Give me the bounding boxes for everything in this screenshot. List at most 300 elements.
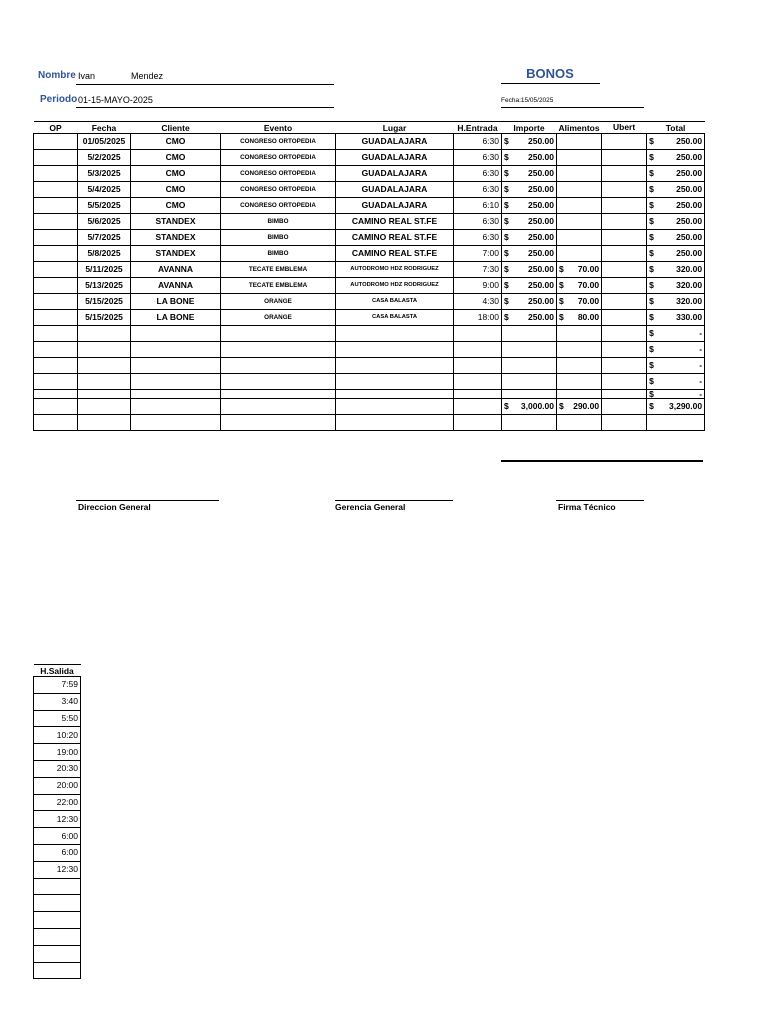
cell-total-empty: [647, 390, 705, 399]
cell-total-value: 250.00: [676, 136, 703, 146]
cell-evento: ORANGE: [221, 310, 336, 326]
nombre-first: Ivan: [78, 71, 96, 81]
salida-row: [34, 811, 81, 828]
cell-fecha: 5/15/2025: [78, 310, 131, 326]
cell-total: [647, 182, 705, 198]
cell-op: [34, 198, 78, 214]
cell-ubert: [602, 150, 647, 166]
cell-empty: [221, 390, 336, 399]
cell-empty: [502, 358, 557, 374]
table-row: [34, 166, 705, 182]
cell-importe-value: 250.00: [528, 280, 554, 290]
cell-empty: [221, 415, 336, 431]
cell-evento: ORANGE: [221, 294, 336, 310]
salida-cell-empty: [34, 928, 81, 945]
cell-empty: [502, 390, 557, 399]
cell-alimentos: [557, 310, 602, 326]
cell-importe: [502, 246, 557, 262]
cell-entrada: 6:30: [454, 150, 502, 166]
cell-cliente: STANDEX: [131, 246, 221, 262]
cell-empty: [221, 326, 336, 342]
cell-empty: [34, 374, 78, 390]
total-general-value: 3,290.00: [669, 401, 703, 411]
cell-empty: [336, 342, 454, 358]
cell-lugar: GUADALAJARA: [336, 182, 454, 198]
cell-total-empty-value: -: [699, 328, 703, 338]
cell-total: [647, 230, 705, 246]
salida-row-empty: [34, 878, 81, 895]
salida-row: [34, 760, 81, 777]
cell-empty: [502, 342, 557, 358]
cell-ubert: [602, 182, 647, 198]
table-row: [34, 246, 705, 262]
cell-empty: [131, 374, 221, 390]
total-general: [647, 399, 705, 415]
salida-cell: 12:30: [34, 861, 81, 878]
currency-symbol: $: [649, 184, 654, 194]
col-header-importe: Importe: [502, 122, 557, 134]
cell-empty: [131, 342, 221, 358]
cell-ubert: [602, 310, 647, 326]
cell-ubert: [602, 278, 647, 294]
cell-fecha: 5/5/2025: [78, 198, 131, 214]
cell-empty: [34, 342, 78, 358]
salida-row: [34, 744, 81, 761]
cell-entrada: 7:00: [454, 246, 502, 262]
table-row: [34, 182, 705, 198]
cell-importe-value: 250.00: [528, 296, 554, 306]
cell-total-empty-value: -: [699, 389, 703, 399]
cell-empty: [557, 326, 602, 342]
currency-symbol: $: [504, 232, 509, 242]
col-header-evento: Evento: [221, 122, 336, 134]
cell-cliente: LA BONE: [131, 310, 221, 326]
cell-alimentos: [557, 182, 602, 198]
cell-op: [34, 230, 78, 246]
cell-empty: [34, 358, 78, 374]
currency-symbol: $: [649, 312, 654, 322]
cell-cliente: CMO: [131, 198, 221, 214]
periodo-label: Periodo: [40, 94, 78, 105]
cell-empty: [557, 358, 602, 374]
nombre-underline: [76, 84, 334, 85]
cell-empty: [336, 415, 454, 431]
cell-importe-value: 250.00: [528, 232, 554, 242]
cell-cliente: STANDEX: [131, 230, 221, 246]
cell-op: [34, 214, 78, 230]
cell-total: [647, 134, 705, 150]
currency-symbol: $: [559, 280, 564, 290]
cell-total-value: 320.00: [676, 280, 703, 290]
cell-lugar: CAMINO REAL ST.FE: [336, 214, 454, 230]
nombre-last: Mendez: [131, 71, 164, 81]
cell-total-empty-value: -: [699, 344, 703, 354]
currency-symbol: $: [504, 296, 509, 306]
salida-row: [34, 677, 81, 694]
currency-symbol: $: [649, 200, 654, 210]
currency-symbol: $: [559, 401, 564, 411]
currency-symbol: $: [504, 168, 509, 178]
cell-empty: [454, 415, 502, 431]
cell-fecha: 5/7/2025: [78, 230, 131, 246]
currency-symbol: $: [649, 264, 654, 274]
currency-symbol: $: [649, 248, 654, 258]
cell-ubert: [602, 214, 647, 230]
signature-tecnico: Firma Técnico: [558, 502, 616, 512]
signature-line-gerencia: [335, 500, 453, 501]
signature-direccion: Direccion General: [78, 502, 151, 512]
cell-importe-value: 250.00: [528, 184, 554, 194]
cell-evento: BIMBO: [221, 214, 336, 230]
cell-total-value: 250.00: [676, 232, 703, 242]
cell-ubert: [602, 294, 647, 310]
cell-empty: [78, 342, 131, 358]
cell-evento: CONGRESO ORTOPEDIA: [221, 150, 336, 166]
cell-importe: [502, 310, 557, 326]
cell-empty: [78, 415, 131, 431]
salida-cell: 5:50: [34, 710, 81, 727]
cell-fecha: 5/8/2025: [78, 246, 131, 262]
cell-empty: [34, 399, 78, 415]
cell-entrada: 6:30: [454, 182, 502, 198]
salida-row-empty: [34, 928, 81, 945]
cell-entrada: 4:30: [454, 294, 502, 310]
salida-row: [34, 727, 81, 744]
currency-symbol: $: [649, 216, 654, 226]
cell-empty: [602, 399, 647, 415]
currency-symbol: $: [504, 184, 509, 194]
currency-symbol: $: [649, 401, 654, 411]
cell-empty: [454, 390, 502, 399]
cell-empty: [131, 326, 221, 342]
cell-empty: [454, 358, 502, 374]
table-row: [34, 310, 705, 326]
cell-empty: [131, 358, 221, 374]
cell-total-value: 250.00: [676, 216, 703, 226]
table-row-empty: [34, 374, 705, 390]
cell-lugar: AUTODROMO HDZ RODRIGUEZ: [336, 278, 454, 294]
cell-op: [34, 182, 78, 198]
cell-fecha: 5/11/2025: [78, 262, 131, 278]
cell-evento: CONGRESO ORTOPEDIA: [221, 198, 336, 214]
cell-op: [34, 278, 78, 294]
salida-table: [33, 664, 81, 979]
cell-alimentos-value: 70.00: [577, 296, 600, 306]
cell-total-empty: [647, 358, 705, 374]
salida-row-empty: [34, 962, 81, 979]
salida-cell: 6:00: [34, 844, 81, 861]
cell-empty: [602, 342, 647, 358]
currency-symbol: $: [649, 344, 654, 354]
cell-lugar: CAMINO REAL ST.FE: [336, 230, 454, 246]
col-header-lugar: Lugar: [336, 122, 454, 134]
cell-importe-value: 250.00: [528, 200, 554, 210]
currency-symbol: $: [504, 248, 509, 258]
cell-lugar: GUADALAJARA: [336, 198, 454, 214]
cell-alimentos: [557, 262, 602, 278]
cell-op: [34, 166, 78, 182]
cell-empty: [34, 415, 78, 431]
cell-total-empty: [647, 374, 705, 390]
currency-symbol: $: [504, 216, 509, 226]
table-row: [34, 230, 705, 246]
cell-total: [647, 278, 705, 294]
cell-fecha: 5/15/2025: [78, 294, 131, 310]
table-row: [34, 134, 705, 150]
salida-cell-empty: [34, 912, 81, 929]
currency-symbol: $: [649, 328, 654, 338]
bonos-table: [33, 121, 705, 431]
salida-row: [34, 693, 81, 710]
cell-fecha: 5/6/2025: [78, 214, 131, 230]
currency-symbol: $: [504, 312, 509, 322]
cell-total: [647, 166, 705, 182]
table-row-empty: [34, 415, 705, 431]
cell-evento: TECATE EMBLEMA: [221, 262, 336, 278]
cell-cliente: AVANNA: [131, 278, 221, 294]
cell-lugar: CAMINO REAL ST.FE: [336, 246, 454, 262]
salida-cell: 7:59: [34, 677, 81, 694]
salida-row: [34, 794, 81, 811]
cell-alimentos: [557, 294, 602, 310]
cell-importe-value: 250.00: [528, 264, 554, 274]
total-importe: [502, 399, 557, 415]
cell-empty: [557, 390, 602, 399]
cell-op: [34, 134, 78, 150]
cell-empty: [221, 358, 336, 374]
col-header-fecha: Fecha: [78, 122, 131, 134]
table-header-row: [34, 122, 705, 134]
currency-symbol: $: [649, 168, 654, 178]
cell-alimentos: [557, 150, 602, 166]
total-alimentos: [557, 399, 602, 415]
cell-empty: [502, 374, 557, 390]
cell-importe: [502, 214, 557, 230]
cell-total: [647, 262, 705, 278]
cell-empty: [602, 358, 647, 374]
salida-cell: 6:00: [34, 828, 81, 845]
cell-op: [34, 294, 78, 310]
cell-empty: [602, 326, 647, 342]
cell-total: [647, 294, 705, 310]
cell-importe-value: 250.00: [528, 152, 554, 162]
cell-entrada: 6:30: [454, 166, 502, 182]
col-header-alimentos: Alimentos: [558, 122, 600, 133]
cell-empty: [221, 374, 336, 390]
cell-importe: [502, 150, 557, 166]
table-row: [34, 214, 705, 230]
currency-symbol: $: [504, 264, 509, 274]
cell-empty: [78, 374, 131, 390]
cell-total-empty-value: -: [699, 376, 703, 386]
cell-alimentos: [557, 246, 602, 262]
cell-empty: [454, 326, 502, 342]
title-underline: [501, 83, 600, 84]
cell-empty: [336, 358, 454, 374]
salida-row-empty: [34, 912, 81, 929]
cell-op: [34, 150, 78, 166]
cell-ubert: [602, 230, 647, 246]
salida-cell-empty: [34, 895, 81, 912]
cell-entrada: 9:00: [454, 278, 502, 294]
currency-symbol: $: [649, 152, 654, 162]
currency-symbol: $: [649, 280, 654, 290]
cell-lugar: GUADALAJARA: [336, 134, 454, 150]
cell-cliente: CMO: [131, 134, 221, 150]
cell-total-empty-value: -: [699, 360, 703, 370]
currency-symbol: $: [504, 152, 509, 162]
cell-evento: CONGRESO ORTOPEDIA: [221, 182, 336, 198]
cell-ubert: [602, 198, 647, 214]
cell-empty: [221, 399, 336, 415]
cell-empty: [78, 358, 131, 374]
cell-alimentos-value: 80.00: [577, 312, 600, 322]
salida-cell: 20:00: [34, 777, 81, 794]
salida-row: [34, 861, 81, 878]
cell-total: [647, 214, 705, 230]
salida-cell-empty: [34, 962, 81, 979]
cell-ubert: [602, 134, 647, 150]
cell-total: [647, 150, 705, 166]
totals-row: [34, 399, 705, 415]
table-row-empty: [34, 342, 705, 358]
salida-row: [34, 777, 81, 794]
cell-empty: [454, 399, 502, 415]
cell-entrada: 6:30: [454, 230, 502, 246]
totals-underline: [501, 460, 703, 462]
salida-row: [34, 710, 81, 727]
cell-total-value: 320.00: [676, 296, 703, 306]
cell-ubert: [602, 262, 647, 278]
table-row-empty: [34, 326, 705, 342]
cell-empty: [602, 390, 647, 399]
cell-alimentos: [557, 134, 602, 150]
cell-lugar: CASA BALASTA: [336, 294, 454, 310]
cell-importe: [502, 134, 557, 150]
cell-total-value: 250.00: [676, 248, 703, 258]
cell-importe-value: 250.00: [528, 216, 554, 226]
currency-symbol: $: [649, 296, 654, 306]
cell-entrada: 6:30: [454, 134, 502, 150]
cell-importe: [502, 198, 557, 214]
cell-op: [34, 310, 78, 326]
currency-symbol: $: [559, 264, 564, 274]
col-header-op: OP: [34, 122, 78, 134]
cell-importe: [502, 182, 557, 198]
cell-entrada: 6:10: [454, 198, 502, 214]
table-row-empty: [34, 358, 705, 374]
cell-alimentos-value: 70.00: [577, 264, 600, 274]
cell-fecha: 01/05/2025: [78, 134, 131, 150]
cell-empty: [336, 399, 454, 415]
periodo-value: 01-15-MAYO-2025: [78, 95, 153, 105]
cell-cliente: CMO: [131, 150, 221, 166]
salida-row-empty: [34, 945, 81, 962]
table-row: [34, 262, 705, 278]
cell-total: [647, 246, 705, 262]
cell-fecha: 5/3/2025: [78, 166, 131, 182]
cell-importe-value: 250.00: [528, 168, 554, 178]
cell-empty: [78, 326, 131, 342]
currency-symbol: $: [504, 136, 509, 146]
salida-row: [34, 844, 81, 861]
cell-importe-value: 250.00: [528, 312, 554, 322]
cell-empty: [131, 390, 221, 399]
cell-cliente: STANDEX: [131, 214, 221, 230]
salida-cell-empty: [34, 945, 81, 962]
cell-total-value: 250.00: [676, 168, 703, 178]
salida-row-empty: [34, 895, 81, 912]
cell-empty: [502, 326, 557, 342]
cell-empty: [131, 415, 221, 431]
cell-empty: [221, 342, 336, 358]
cell-cliente: CMO: [131, 182, 221, 198]
cell-importe-value: 250.00: [528, 136, 554, 146]
cell-total-empty: [647, 326, 705, 342]
cell-total-value: 250.00: [676, 184, 703, 194]
cell-cliente: CMO: [131, 166, 221, 182]
cell-alimentos-value: 70.00: [577, 280, 600, 290]
currency-symbol: $: [649, 389, 654, 399]
fecha-label: Fecha:15/05/2025: [501, 97, 554, 104]
cell-importe: [502, 294, 557, 310]
cell-total-value: 250.00: [676, 152, 703, 162]
cell-op: [34, 262, 78, 278]
table-row: [34, 150, 705, 166]
cell-entrada: 18:00: [454, 310, 502, 326]
page-title: BONOS: [526, 66, 574, 81]
cell-empty: [647, 415, 705, 431]
table-row: [34, 294, 705, 310]
currency-symbol: $: [649, 360, 654, 370]
cell-alimentos: [557, 166, 602, 182]
cell-empty: [336, 326, 454, 342]
cell-empty: [78, 399, 131, 415]
currency-symbol: $: [504, 200, 509, 210]
cell-ubert: [602, 246, 647, 262]
cell-lugar: GUADALAJARA: [336, 150, 454, 166]
salida-cell: 10:20: [34, 727, 81, 744]
cell-lugar: CASA BALASTA: [336, 310, 454, 326]
cell-empty: [34, 326, 78, 342]
salida-cell: 19:00: [34, 744, 81, 761]
cell-alimentos: [557, 214, 602, 230]
cell-empty: [131, 399, 221, 415]
cell-empty: [557, 342, 602, 358]
cell-total-empty: [647, 342, 705, 358]
cell-fecha: 5/4/2025: [78, 182, 131, 198]
cell-cliente: LA BONE: [131, 294, 221, 310]
col-header-total: Total: [647, 122, 705, 134]
nombre-label: Nombre: [38, 70, 76, 81]
cell-empty: [336, 374, 454, 390]
col-header-cliente: Cliente: [131, 122, 221, 134]
cell-evento: BIMBO: [221, 246, 336, 262]
cell-lugar: AUTODROMO HDZ RODRIGUEZ: [336, 262, 454, 278]
cell-importe: [502, 166, 557, 182]
salida-cell-empty: [34, 878, 81, 895]
cell-fecha: 5/13/2025: [78, 278, 131, 294]
cell-empty: [502, 415, 557, 431]
signature-line-tecnico: [556, 500, 644, 501]
cell-evento: BIMBO: [221, 230, 336, 246]
salida-cell: 3:40: [34, 693, 81, 710]
cell-empty: [34, 390, 78, 399]
signature-gerencia: Gerencia General: [335, 502, 406, 512]
salida-cell: 12:30: [34, 811, 81, 828]
fecha-underline: [501, 107, 644, 108]
cell-op: [34, 246, 78, 262]
